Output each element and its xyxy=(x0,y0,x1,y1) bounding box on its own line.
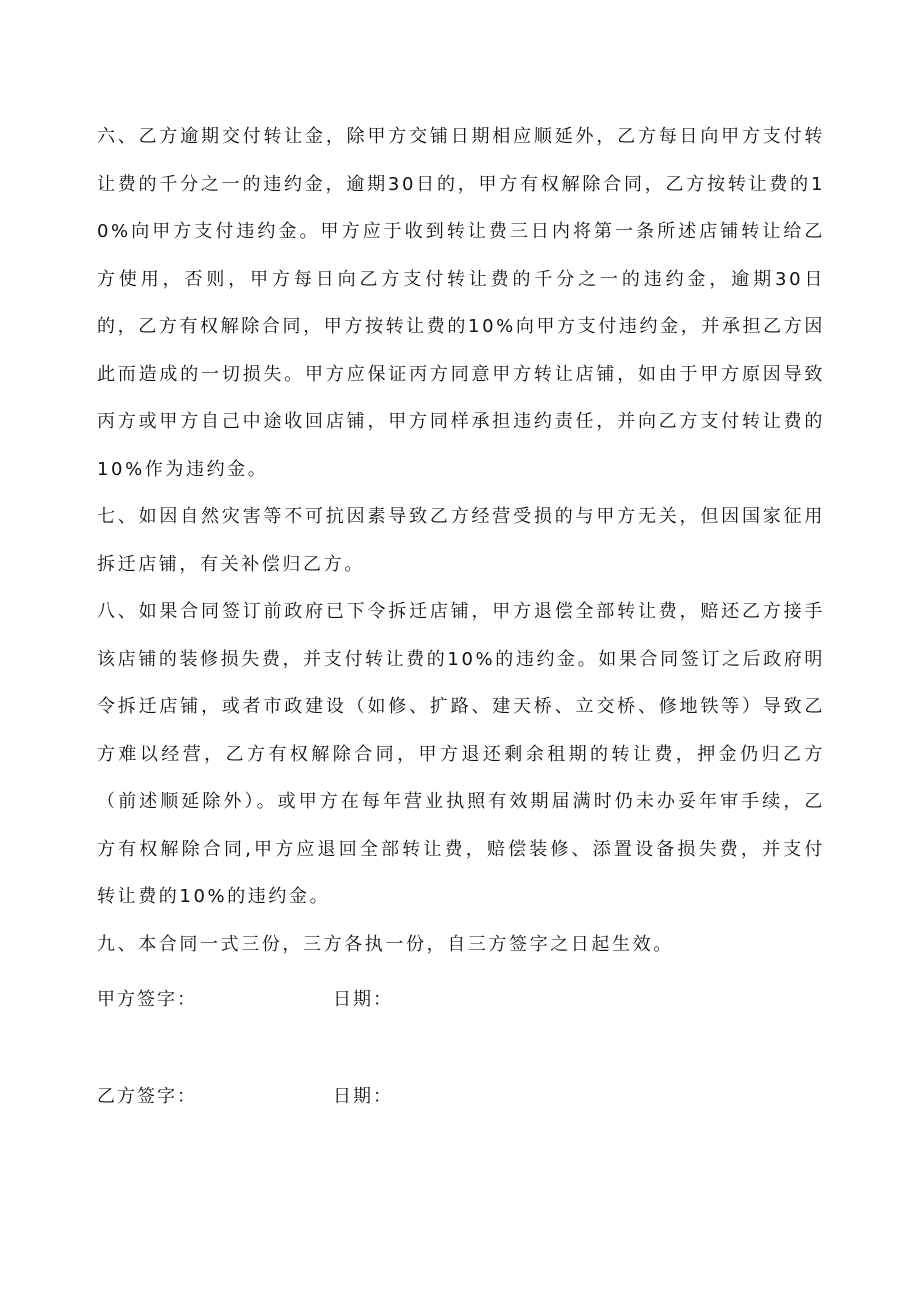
clause-6: 六、乙方逾期交付转让金，除甲方交铺日期相应顺延外，乙方每日向甲方支付转让费的千分之一的违约金，逾期30日的，甲方有权解除合同，乙方按转让费的10%向甲方支付违约金。甲方应于收到转让费三日内将第一条所述店铺转让给乙方使用，否则，甲方每日向乙方支付转让费的千分之一的违约金，逾期30日的，乙方有权解除合同，甲方按转让费的10%向甲方支付违约金，并承担乙方因此而造成的一切损失。甲方应保证丙方同意甲方转让店铺，如由于甲方原因导致丙方或甲方自己中途收回店铺，甲方同样承担违约责任，并向乙方支付转让费的10%作为违约金。 xyxy=(97,126,825,480)
clause-8: 八、如果合同签订前政府已下令拆迁店铺，甲方退偿全部转让费，赔还乙方接手该店铺的装修损失费，并支付转让费的10%的违约金。如果合同签订之后政府明令拆迁店铺，或者市政建设（如修、扩路、建天桥、立交桥、修地铁等）导致乙方难以经营，乙方有权解除合同，甲方退还剩余租期的转让费，押金仍归乙方（前述顺延除外）。或甲方在每年营业执照有效期届满时仍未办妥年审手续，乙方有权解除合同,甲方应退回全部转让费，赔偿装修、添置设备损失费，并支付转让费的10%的违约金。 xyxy=(97,601,825,907)
contract-clauses xyxy=(97,113,825,968)
party-b-signature-label: 乙方签字： xyxy=(97,1086,197,1107)
clause-9: 九、本合同一式三份，三方各执一份，自三方签字之日起生效。 xyxy=(97,933,674,955)
party-a-signature-label: 甲方签字： xyxy=(97,989,197,1010)
party-a-date-label: 日期： xyxy=(333,989,393,1010)
clause-7: 七、如因自然灾害等不可抗因素导致乙方经营受损的与甲方无关，但因国家征用拆迁店铺，有关补偿归乙方。 xyxy=(97,506,825,575)
party-b-date-label: 日期： xyxy=(333,1086,393,1107)
